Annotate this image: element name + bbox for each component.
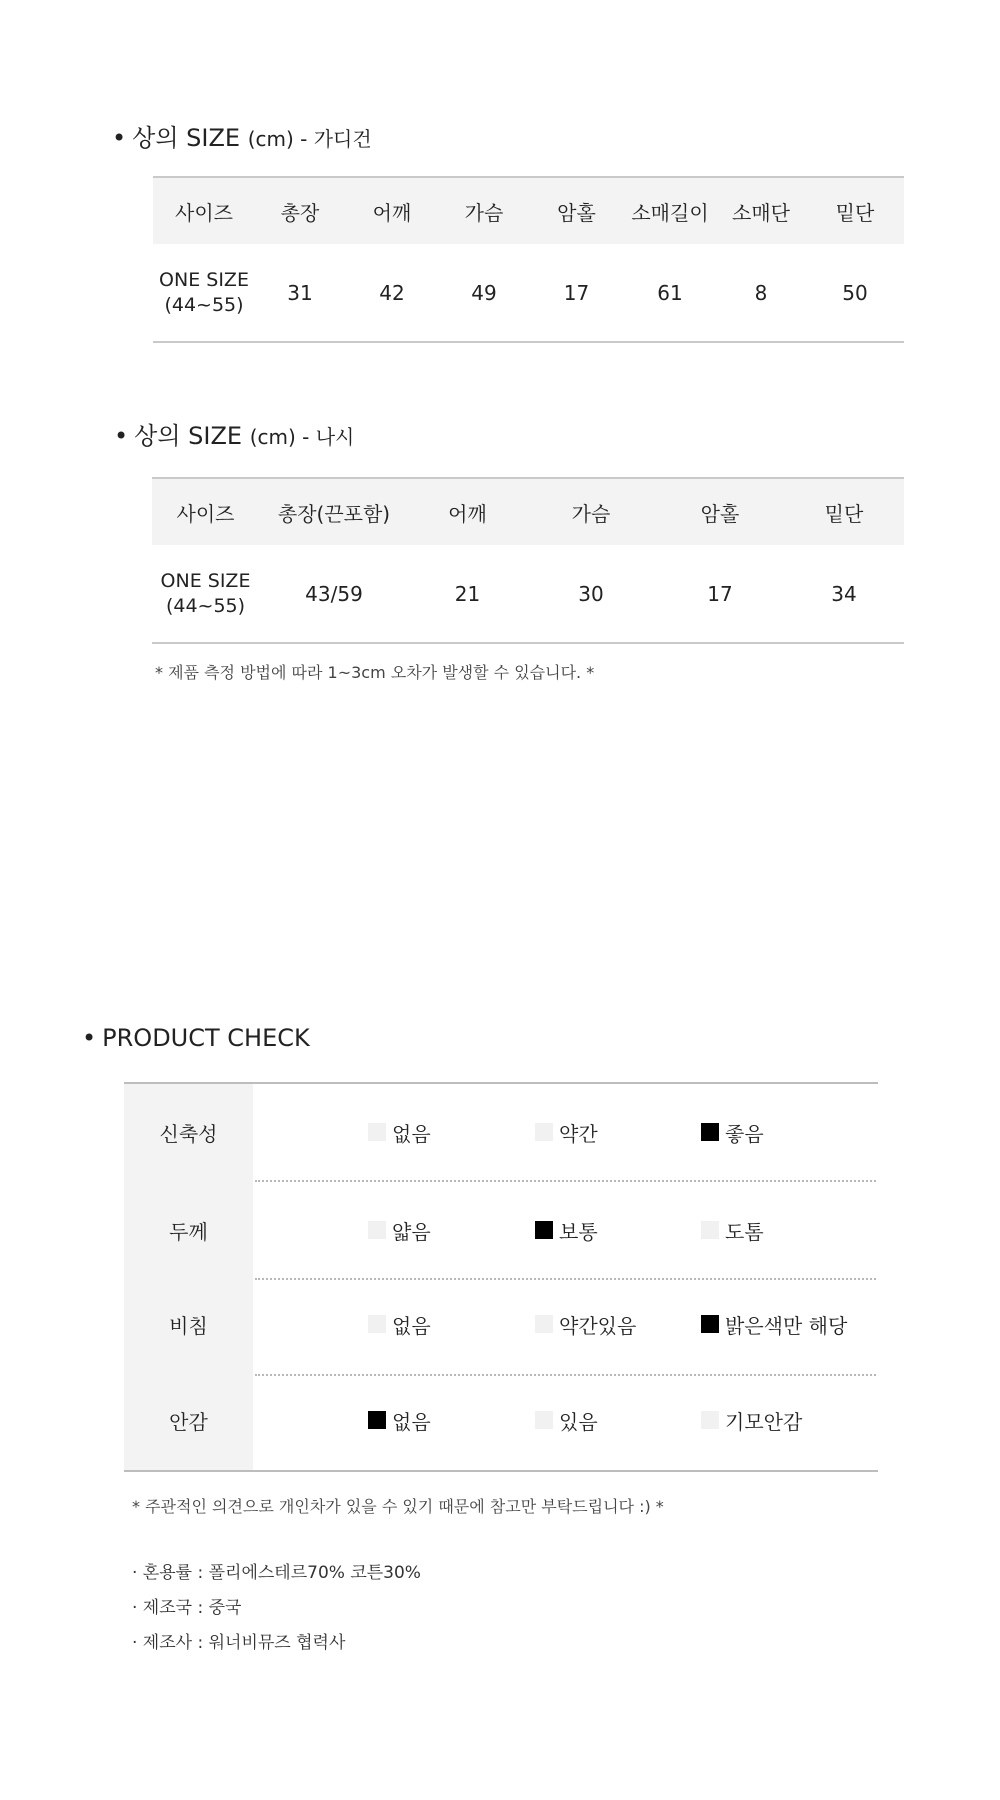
col-header: 사이즈	[153, 177, 255, 244]
value-cell: 50	[842, 280, 868, 305]
value-cell: 61	[657, 280, 683, 305]
col-header: 어깨	[409, 478, 526, 545]
table-header-row	[152, 478, 904, 545]
option-label: 약간	[559, 1121, 598, 1146]
col-header: 암홀	[529, 177, 624, 244]
col-header: 총장	[255, 177, 345, 244]
checkbox-checked-icon	[701, 1315, 719, 1333]
measure-note: * 제품 측정 방법에 따라 1~3cm 오차가 발생할 수 있습니다. *	[155, 663, 595, 682]
checkbox-checked-icon	[535, 1221, 553, 1239]
info-country: · 제조국 : 중국	[132, 1598, 242, 1618]
title-main: 상의 SIZE	[132, 124, 241, 152]
bullet: •	[114, 422, 129, 450]
option	[368, 1084, 431, 1180]
option-label: 밝은색만 해당	[725, 1313, 848, 1338]
checkbox-unchecked-icon	[368, 1315, 386, 1333]
size-range: (44~55)	[165, 594, 246, 617]
checkbox-unchecked-icon	[368, 1123, 386, 1141]
title-unit: (cm) - 가디건	[247, 127, 372, 151]
checkbox-checked-icon	[368, 1411, 386, 1429]
value-cell: 17	[563, 280, 590, 305]
table-row	[152, 545, 904, 643]
col-header: 밑단	[784, 478, 904, 545]
col-header: 밑단	[806, 177, 904, 244]
cardigan-size-table	[153, 176, 904, 343]
option-label: 없음	[392, 1313, 431, 1338]
check-row-stretch	[124, 1084, 878, 1180]
size-label: ONE SIZE	[160, 569, 251, 592]
checkbox-unchecked-icon	[535, 1411, 553, 1429]
option-label: 보통	[559, 1219, 598, 1244]
checkbox-checked-icon	[701, 1123, 719, 1141]
option-label: 있음	[559, 1409, 598, 1434]
bullet: •	[82, 1024, 97, 1052]
option	[535, 1372, 598, 1468]
size-cell	[153, 244, 255, 342]
option-label: 없음	[392, 1409, 431, 1434]
value-cell: 21	[454, 581, 481, 606]
checkbox-unchecked-icon	[535, 1315, 553, 1333]
title-main: 상의 SIZE	[134, 422, 243, 450]
checkbox-unchecked-icon	[701, 1411, 719, 1429]
value-cell: 31	[287, 280, 313, 305]
option	[368, 1372, 431, 1468]
checkbox-unchecked-icon	[701, 1221, 719, 1239]
option-label: 도톰	[725, 1219, 764, 1244]
option	[701, 1276, 847, 1372]
option	[701, 1182, 764, 1278]
value-cell: 8	[754, 280, 768, 305]
option	[368, 1276, 431, 1372]
cardigan-size-title	[112, 118, 372, 153]
value-cell: 34	[831, 581, 857, 606]
col-header: 암홀	[656, 478, 784, 545]
option-label: 기모안감	[725, 1409, 803, 1434]
row-label: 안감	[169, 1409, 208, 1434]
col-header: 가슴	[439, 177, 529, 244]
option-label: 좋음	[725, 1121, 764, 1146]
title-main: PRODUCT CHECK	[102, 1024, 310, 1052]
option-label: 없음	[392, 1121, 431, 1146]
row-label: 신축성	[159, 1121, 218, 1146]
title-unit: (cm) - 나시	[249, 425, 355, 449]
product-check-table	[124, 1082, 878, 1472]
value-cell: 49	[471, 280, 497, 305]
col-header: 어깨	[345, 177, 439, 244]
col-header: 소매길이	[624, 177, 716, 244]
sleeveless-size-title	[114, 416, 354, 451]
option-label: 약간있음	[559, 1313, 637, 1338]
sleeveless-size-table	[152, 477, 904, 644]
option	[701, 1084, 764, 1180]
bullet: •	[112, 124, 127, 152]
col-header: 소매단	[716, 177, 806, 244]
size-range: (44~55)	[164, 293, 244, 316]
option-label: 얇음	[392, 1219, 431, 1244]
option	[535, 1084, 598, 1180]
size-label: ONE SIZE	[159, 268, 249, 291]
check-row-thickness	[124, 1182, 878, 1278]
checkbox-unchecked-icon	[368, 1221, 386, 1239]
col-header: 가슴	[526, 478, 656, 545]
info-material: · 혼용률 : 폴리에스테르70% 코튼30%	[132, 1563, 421, 1583]
value-cell: 30	[578, 581, 604, 606]
table-header-row	[153, 177, 904, 244]
option	[535, 1276, 636, 1372]
value-cell: 43/59	[305, 581, 363, 606]
product-check-title	[82, 1024, 310, 1052]
check-row-sheerness	[124, 1276, 878, 1372]
option	[368, 1182, 431, 1278]
check-row-lining	[124, 1372, 878, 1468]
row-label: 비침	[169, 1313, 208, 1338]
row-label: 두께	[169, 1219, 208, 1244]
subjective-note: * 주관적인 의견으로 개인차가 있을 수 있기 때문에 참고만 부탁드립니다 :) *	[132, 1497, 664, 1516]
checkbox-unchecked-icon	[535, 1123, 553, 1141]
table-row	[153, 244, 904, 342]
option	[535, 1182, 598, 1278]
option	[701, 1372, 802, 1468]
col-header: 총장(끈포함)	[259, 478, 409, 545]
size-cell	[152, 545, 259, 643]
info-manufacturer: · 제조사 : 워너비뮤즈 협력사	[132, 1633, 346, 1653]
col-header: 사이즈	[152, 478, 259, 545]
value-cell: 17	[707, 581, 733, 606]
value-cell: 42	[379, 280, 405, 305]
